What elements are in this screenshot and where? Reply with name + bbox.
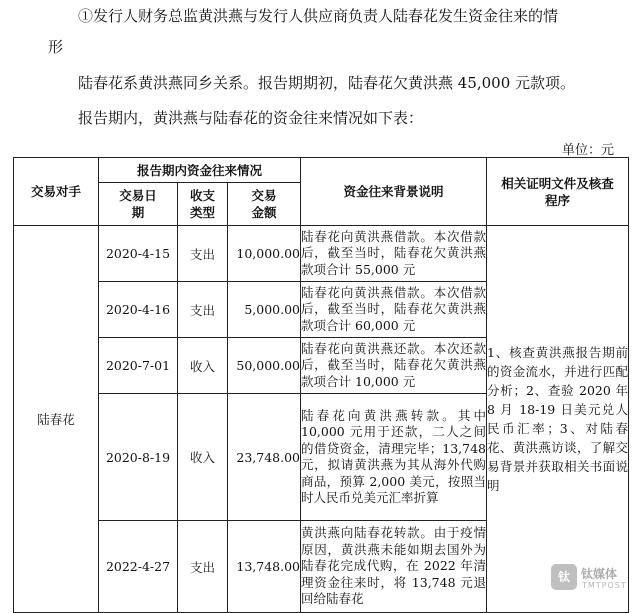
intro-heading-line2: 形 [48,38,64,56]
table-row [14,226,629,282]
header-amount: 交易金额 [228,183,301,226]
header-counterparty: 交易对手 [14,158,99,226]
evidence-cell: 1、核查黄洪燕报告期前的资金流水，并进行匹配分析；2、查验 2020 年 8 月 18-19 日美元兑人民币汇率；3、对陆春花、黄洪燕访谈，了解交易背景并获取相关书面说明 [487,226,629,613]
unit-label: 单位：元 [561,143,614,158]
background-cell: 陆春花向黄洪燕还款。本次还款后，截至当时，陆春花欠黄洪燕款项合计 10,000 元 [301,338,487,394]
amount-cell: 50,000.00 [228,338,301,394]
background-cell: 陆春花向黄洪燕借款。本次借款后，截至当时，陆春花欠黄洪燕款项合计 60,000 元 [301,282,487,338]
header-evidence: 相关证明文件及核查程序 [487,158,629,226]
background-cell: 陆春花向黄洪燕借款。本次借款后，截至当时，陆春花欠黄洪燕款项合计 55,000 元 [301,226,487,282]
date-cell: 2022-4-27 [99,521,178,613]
amount-cell: 13,748.00 [228,521,301,613]
watermark-sub: TMTPOST [582,581,627,590]
type-cell: 支出 [178,282,228,338]
header-date: 交易日期 [99,183,178,226]
amount-cell: 5,000.00 [228,282,301,338]
type-cell: 支出 [178,226,228,282]
date-cell: 2020-8-19 [99,394,178,521]
intro-heading-line1: ①发行人财务总监黄洪燕与发行人供应商负责人陆春花发生资金往来的情 [78,7,559,25]
intro-relationship: 陆春花系黄洪燕同乡关系。报告期期初，陆春花欠黄洪燕 45,000 元款项。 [78,74,576,92]
watermark-logo [551,562,627,594]
intro-table-lead: 报告期内，黄洪燕与陆春花的资金往来情况如下表： [78,109,424,127]
type-cell: 支出 [178,521,228,613]
watermark-badge-icon: 钛 [551,564,577,590]
amount-cell: 23,748.00 [228,394,301,521]
date-cell: 2020-4-16 [99,282,178,338]
background-cell: 黄洪燕向陆春花转款。由于疫情原因，黄洪燕未能如期去国外为陆春花完成代购，在 2022 年清理资金往来时，将 13,748 元退回给陆春花 [301,521,487,613]
header-period-group: 报告期内资金往来情况 [99,158,301,183]
date-cell: 2020-7-01 [99,338,178,394]
watermark-name: 钛媒体 [581,567,618,581]
fund-transfer-table [13,157,629,613]
header-type: 收支类型 [178,183,228,226]
amount-cell: 10,000.00 [228,226,301,282]
counterparty-cell: 陆春花 [14,226,99,613]
header-background: 资金往来背景说明 [301,158,487,226]
type-cell: 收入 [178,394,228,521]
date-cell: 2020-4-15 [99,226,178,282]
type-cell: 收入 [178,338,228,394]
background-cell: 陆春花向黄洪燕转款。其中 10,000 元用于还款，二人之间的借贷资金，清理完毕；13,748 元，拟请黄洪燕为其从海外代购商品，预算 2,000 美元，按照当时人民币兑美元汇率折算 [301,394,487,521]
